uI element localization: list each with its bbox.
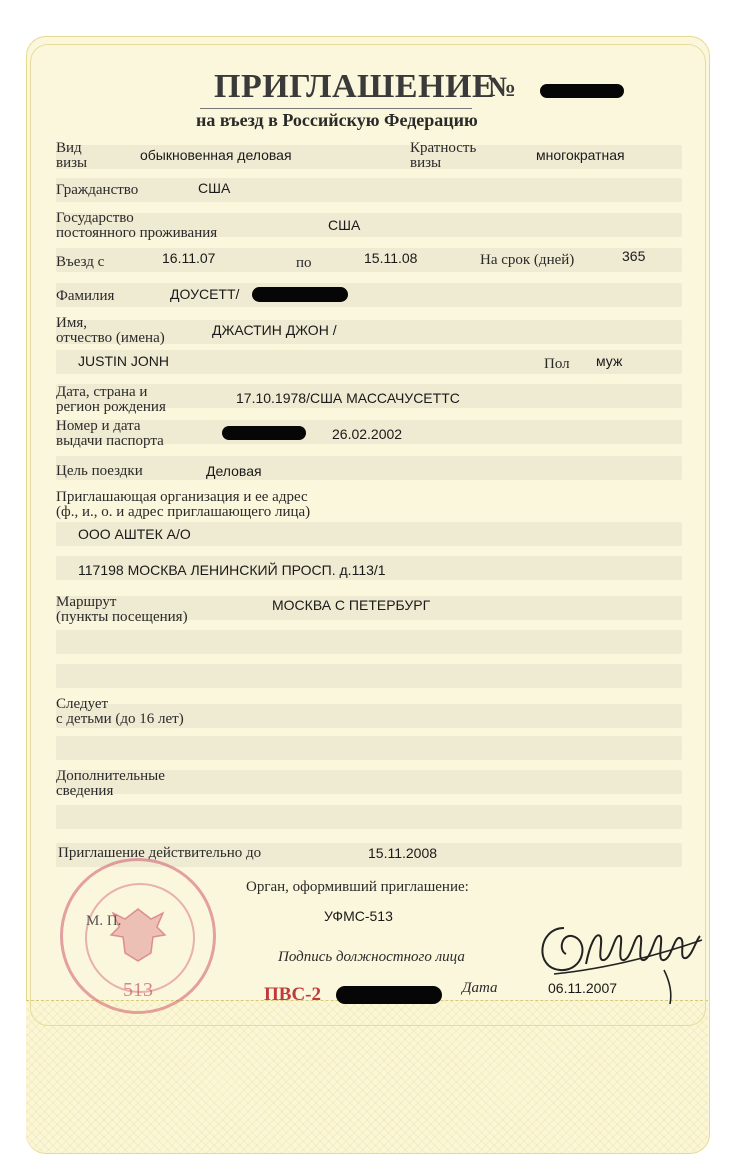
purpose-label: Цель поездки xyxy=(56,463,143,479)
birth-label-2: регион рождения xyxy=(56,399,166,415)
band xyxy=(56,664,682,688)
issuer-value: УФМС-513 xyxy=(324,908,393,924)
entry-to-value: 15.11.08 xyxy=(364,250,418,266)
inviting-org-address: 117198 МОСКВА ЛЕНИНСКИЙ ПРОСП. д.113/1 xyxy=(78,562,386,578)
issuer-label: Орган, оформивший приглашение: xyxy=(246,879,469,895)
form-stub xyxy=(26,1000,708,1153)
given-names-label-2: отчество (имена) xyxy=(56,330,165,346)
residence-label-1: Государство xyxy=(56,210,134,226)
date-value: 06.11.2007 xyxy=(548,980,618,996)
duration-label: На срок (дней) xyxy=(480,252,575,268)
visa-type-label-1: Вид xyxy=(56,140,82,156)
surname-value: ДОУСЕТТ/ xyxy=(170,286,240,302)
band xyxy=(56,283,682,307)
serial-prefix: ПВС-2 xyxy=(264,984,321,1005)
given-names-latin-value: JUSTIN JONH xyxy=(78,353,169,369)
route-label-2: (пункты посещения) xyxy=(56,609,188,625)
sex-label: Пол xyxy=(544,356,570,372)
given-names-value: ДЖАСТИН ДЖОН / xyxy=(212,322,337,338)
valid-until-label: Приглашение действительно до xyxy=(58,845,262,861)
passport-label-1: Номер и дата xyxy=(56,418,141,434)
valid-until-value: 15.11.2008 xyxy=(368,845,438,861)
document-title: ПРИГЛАШЕНИЕ xyxy=(214,68,496,105)
duration-value: 365 xyxy=(622,248,646,264)
band xyxy=(56,736,682,760)
band xyxy=(56,456,682,480)
entry-from-label: Въезд с xyxy=(56,254,105,270)
band xyxy=(56,630,682,654)
signature-label: Подпись должностного лица xyxy=(278,949,465,965)
birth-label-1: Дата, страна и xyxy=(56,384,148,400)
route-label-1: Маршрут xyxy=(56,594,117,610)
band xyxy=(56,178,682,202)
date-label: Дата xyxy=(462,980,498,996)
redaction-bar xyxy=(222,426,306,440)
entry-to-label: по xyxy=(296,255,312,271)
number-label: № xyxy=(488,72,517,103)
band xyxy=(56,805,682,829)
multiplicity-label-2: визы xyxy=(410,155,442,171)
seal-label: М. П. xyxy=(86,913,122,929)
inviting-org-label-2: (ф., и., о. и адрес приглашающего лица) xyxy=(56,504,311,520)
inviting-org-name: ООО АШТЕК А/О xyxy=(78,526,191,542)
sex-value: муж xyxy=(596,353,623,369)
redaction-bar xyxy=(252,287,348,302)
visa-type-value: обыкновенная деловая xyxy=(140,147,292,163)
surname-label: Фамилия xyxy=(56,288,115,304)
citizenship-value: США xyxy=(198,180,231,196)
official-seal xyxy=(60,858,216,1014)
redaction-bar xyxy=(336,986,442,1004)
redaction-bar xyxy=(540,84,624,98)
inviting-org-label-1: Приглашающая организация и ее адрес xyxy=(56,489,308,505)
route-value: МОСКВА С ПЕТЕРБУРГ xyxy=(272,597,431,613)
given-names-label-1: Имя, xyxy=(56,315,87,331)
children-label-2: с детьми (до 16 лет) xyxy=(56,711,184,727)
passport-date-value: 26.02.2002 xyxy=(332,426,403,442)
additional-label-1: Дополнительные xyxy=(56,768,165,784)
residence-value: США xyxy=(328,217,361,233)
title-underline xyxy=(200,108,472,109)
birth-value: 17.10.1978/США МАССАЧУСЕТТС xyxy=(236,390,460,406)
purpose-value: Деловая xyxy=(206,463,262,479)
entry-from-value: 16.11.07 xyxy=(162,250,216,266)
residence-label-2: постоянного проживания xyxy=(56,225,218,241)
citizenship-label: Гражданство xyxy=(56,182,139,198)
multiplicity-value: многократная xyxy=(536,147,625,163)
children-label-1: Следует xyxy=(56,696,109,712)
document-subtitle: на въезд в Российскую Федерацию xyxy=(196,110,478,130)
multiplicity-label-1: Кратность xyxy=(410,140,477,156)
visa-type-label-2: визы xyxy=(56,155,88,171)
seal-number: 513 xyxy=(123,979,153,1001)
additional-label-2: сведения xyxy=(56,783,114,799)
passport-label-2: выдачи паспорта xyxy=(56,433,164,449)
